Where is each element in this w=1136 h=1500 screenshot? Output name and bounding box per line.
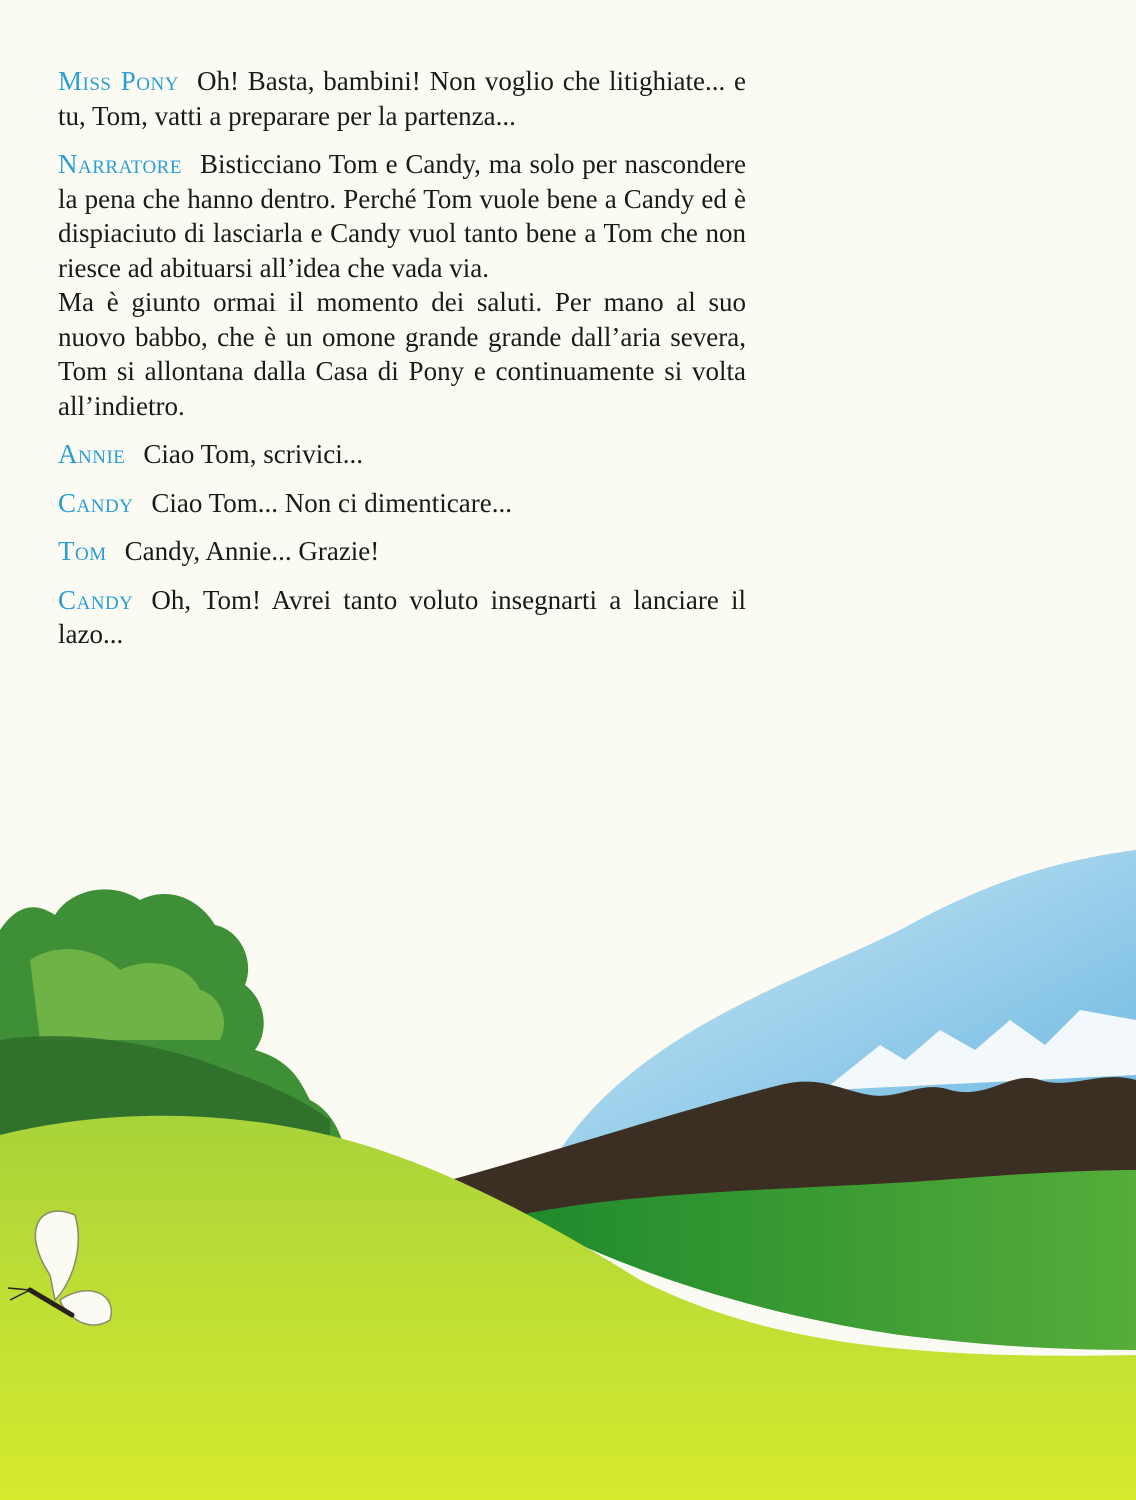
dialogue-line xyxy=(58,486,746,521)
dialogue-line xyxy=(58,583,746,652)
speaker-name: Candy xyxy=(58,487,134,518)
line-text: Ma è giunto ormai il momento dei saluti. Per mano al suo nuovo babbo, che è un omone grande grande dall’aria severa, Tom si allontana dalla Casa di Pony e continuamente si volta all’indietro. xyxy=(58,287,746,421)
speaker-name: Miss Pony xyxy=(58,66,179,96)
line-text: Candy, Annie... Grazie! xyxy=(124,536,380,566)
dialogue-line xyxy=(58,534,746,569)
dialogue-line xyxy=(58,147,746,285)
line-text: Oh, Tom! Avrei tanto voluto insegnarti a lanciare il lazo... xyxy=(58,584,746,649)
line-text: Oh! Basta, bambini! Non voglio che litighiate... e tu, Tom, vatti a preparare per la partenza... xyxy=(58,66,746,131)
line-text: Ciao Tom... Non ci dimenticare... xyxy=(151,487,512,518)
line-text: Ciao Tom, scrivici... xyxy=(143,439,363,469)
narration-paragraph xyxy=(58,285,746,423)
speaker-name: Tom xyxy=(58,536,107,566)
tree-cluster xyxy=(0,889,345,1150)
line-text: Bisticciano Tom e Candy, ma solo per nascondere la pena che hanno dentro. Perché Tom vuole bene a Candy ed è dispiaciuto di lasciarla e Candy vuol tanto bene a Tom che non riesce ad abituarsi all’idea che vada via. xyxy=(58,149,746,283)
speaker-name: Annie xyxy=(58,439,126,469)
dialogue-line xyxy=(58,64,746,133)
dialogue-text xyxy=(58,64,746,666)
speaker-name: Narratore xyxy=(58,149,182,179)
speaker-name: Candy xyxy=(58,584,134,615)
dialogue-line xyxy=(58,437,746,472)
